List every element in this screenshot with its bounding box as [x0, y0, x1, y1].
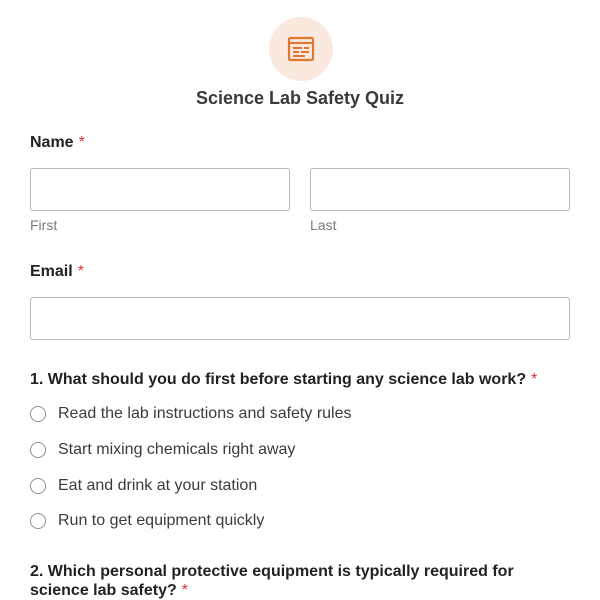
question-1-text: 1. What should you do first before starting any science lab work? [30, 371, 527, 388]
question-2-text-line-2 [30, 581, 570, 600]
question-1-choice-2[interactable] [30, 439, 295, 461]
form-title: Science Lab Safety Quiz [195, 88, 405, 108]
question-1-choice-3[interactable] [30, 475, 257, 497]
question-2 [30, 562, 570, 600]
required-marker: * [531, 371, 538, 388]
name-label [30, 134, 85, 152]
radio-button[interactable] [30, 442, 46, 458]
question-2-text-line-2-text: science lab safety? [30, 582, 177, 599]
required-marker: * [78, 134, 85, 151]
required-marker: * [181, 582, 188, 599]
email-label-text: Email [30, 263, 73, 280]
radio-button[interactable] [30, 478, 46, 494]
choice-label: Eat and drink at your station [58, 477, 258, 494]
name-label-text: Name [30, 134, 74, 151]
radio-button[interactable] [30, 406, 46, 422]
last-name-input[interactable] [310, 168, 570, 211]
first-name-sublabel: First [30, 217, 58, 233]
email-input[interactable] [30, 297, 570, 340]
question-1 [30, 370, 570, 389]
choice-label: Run to get equipment quickly [58, 512, 265, 529]
choice-label: Read the lab instructions and safety rules [58, 405, 352, 422]
first-name-input[interactable] [30, 168, 290, 211]
email-label [30, 263, 84, 281]
form-logo [269, 17, 333, 81]
question-1-choice-1[interactable] [30, 403, 352, 425]
last-name-sublabel: Last [310, 217, 337, 233]
question-2-text-line-1: 2. Which personal protective equipment is typically required for [30, 563, 514, 580]
question-1-choice-4[interactable] [30, 510, 264, 532]
radio-button[interactable] [30, 513, 46, 529]
choice-label: Start mixing chemicals right away [58, 441, 296, 458]
required-marker: * [77, 263, 84, 280]
